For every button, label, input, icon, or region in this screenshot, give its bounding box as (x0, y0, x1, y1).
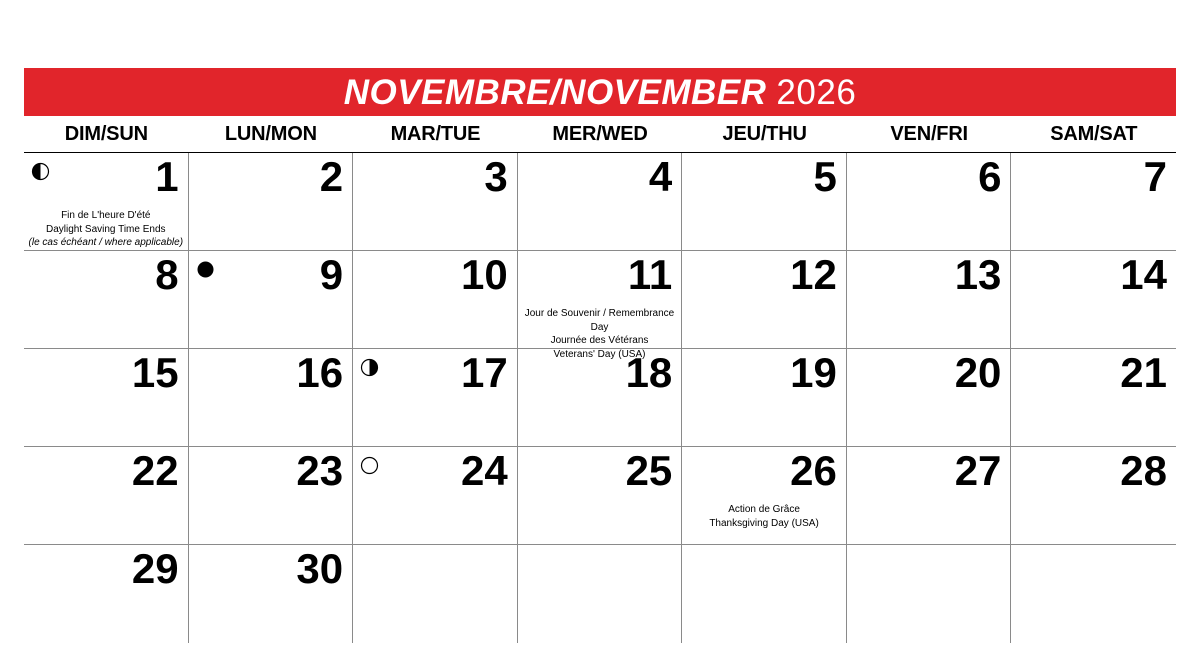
new-moon-icon (197, 261, 214, 278)
calendar-day-cell[interactable] (189, 545, 354, 643)
day-number: 19 (790, 349, 837, 396)
calendar-day-cell[interactable] (518, 153, 683, 251)
day-number: 6 (978, 153, 1002, 200)
page-title (343, 72, 857, 112)
event-line: Veterans' Day (USA) (553, 348, 646, 360)
calendar-day-cell[interactable] (1011, 349, 1176, 447)
calendar-day-cell[interactable] (518, 251, 683, 360)
weekday-header-thu: JEU/THU (722, 122, 807, 145)
calendar-day-cell[interactable] (189, 447, 354, 545)
calendar-day-cell[interactable] (24, 545, 189, 643)
calendar-day-cell[interactable] (1011, 447, 1176, 545)
event-line: Journée des Vétérans (550, 335, 649, 346)
calendar-day-cell[interactable] (24, 251, 189, 349)
calendar-day-cell[interactable] (518, 349, 683, 447)
calendar-day-cell[interactable] (682, 251, 847, 349)
day-number: 18 (625, 349, 673, 396)
calendar-day-cell[interactable] (189, 153, 354, 251)
day-number: 22 (131, 447, 179, 494)
calendar-day-cell[interactable] (353, 545, 518, 643)
event-line: Daylight Saving Time Ends (46, 223, 166, 235)
weekday-header-row (24, 116, 1176, 153)
calendar-day-cell[interactable] (518, 447, 683, 545)
event-line: Fin de L'heure D'été (61, 210, 151, 221)
day-number: 29 (131, 545, 179, 592)
event-line: Jour de Souvenir / Remembrance Day (524, 308, 675, 333)
calendar-day-cell[interactable] (24, 153, 189, 251)
day-number: 8 (155, 251, 179, 298)
calendar-day-cell[interactable] (189, 349, 354, 447)
page-left-margin (0, 0, 24, 667)
day-number: 2 (319, 153, 344, 200)
day-number: 7 (1143, 153, 1167, 200)
year-label: 2026 (776, 72, 857, 112)
day-number: 10 (460, 251, 508, 298)
day-number: 5 (813, 153, 837, 200)
day-number: 17 (460, 349, 508, 396)
event-line-note: (le cas échéant / where applicable) (28, 237, 184, 248)
calendar-day-cell[interactable] (353, 447, 518, 545)
day-number: 28 (1120, 447, 1167, 494)
day-number: 21 (1120, 349, 1167, 396)
calendar-day-cell[interactable] (24, 447, 189, 545)
calendar-day-cell[interactable] (847, 153, 1012, 251)
calendar-day-cell[interactable] (353, 251, 518, 349)
calendar-day-cell[interactable] (682, 153, 847, 251)
weekday-header-mon: LUN/MON (224, 122, 317, 145)
calendar-day-cell[interactable] (518, 545, 683, 643)
event-line: Thanksgiving Day (USA) (709, 517, 819, 529)
weekday-header-sat: SAM/SAT (1050, 122, 1138, 145)
day-number: 13 (954, 251, 1002, 298)
calendar-day-cell[interactable] (1011, 153, 1176, 251)
day-number: 15 (131, 349, 179, 396)
calendar-day-cell[interactable] (847, 349, 1012, 447)
calendar-day-cell[interactable] (353, 349, 518, 447)
calendar-grid (24, 153, 1176, 643)
day-number: 30 (296, 545, 344, 592)
full-moon-icon (361, 457, 378, 474)
calendar-day-cell[interactable] (1011, 545, 1176, 643)
day-number: 23 (296, 447, 344, 494)
day-number: 4 (648, 153, 673, 200)
day-number: 1 (155, 153, 179, 200)
day-number: 24 (460, 447, 508, 494)
weekday-header-tue: MAR/TUE (390, 122, 481, 145)
weekday-header-fri: VEN/FRI (890, 122, 968, 145)
day-number: 3 (484, 153, 508, 200)
day-number: 12 (790, 251, 837, 298)
calendar-day-cell[interactable] (682, 545, 847, 643)
day-number: 27 (954, 447, 1002, 494)
calendar-day-cell[interactable] (682, 447, 847, 545)
calendar-day-cell[interactable] (847, 447, 1012, 545)
weekday-header-wed: MER/WED (552, 122, 648, 145)
day-number: 9 (319, 251, 344, 298)
day-events (28, 209, 184, 250)
day-number: 25 (625, 447, 673, 494)
day-number: 26 (790, 447, 837, 494)
calendar-day-cell[interactable] (189, 251, 354, 349)
calendar-day-cell[interactable] (682, 349, 847, 447)
day-number: 14 (1120, 251, 1167, 298)
day-number: 11 (627, 251, 673, 298)
calendar-day-cell[interactable] (847, 251, 1012, 349)
calendar-day-cell[interactable] (1011, 251, 1176, 349)
calendar-day-cell[interactable] (847, 545, 1012, 643)
month-name: NOVEMBRE/NOVEMBER (343, 72, 767, 112)
last-quarter-icon (32, 163, 49, 180)
day-number: 20 (954, 349, 1002, 396)
weekday-header-sun: DIM/SUN (64, 122, 148, 145)
calendar-day-cell[interactable] (24, 349, 189, 447)
event-line: Action de Grâce (728, 504, 800, 515)
day-number: 16 (296, 349, 344, 396)
calendar-day-cell[interactable] (353, 153, 518, 251)
first-quarter-icon (361, 359, 378, 376)
day-events (686, 503, 842, 530)
month-title-bar (24, 68, 1176, 116)
